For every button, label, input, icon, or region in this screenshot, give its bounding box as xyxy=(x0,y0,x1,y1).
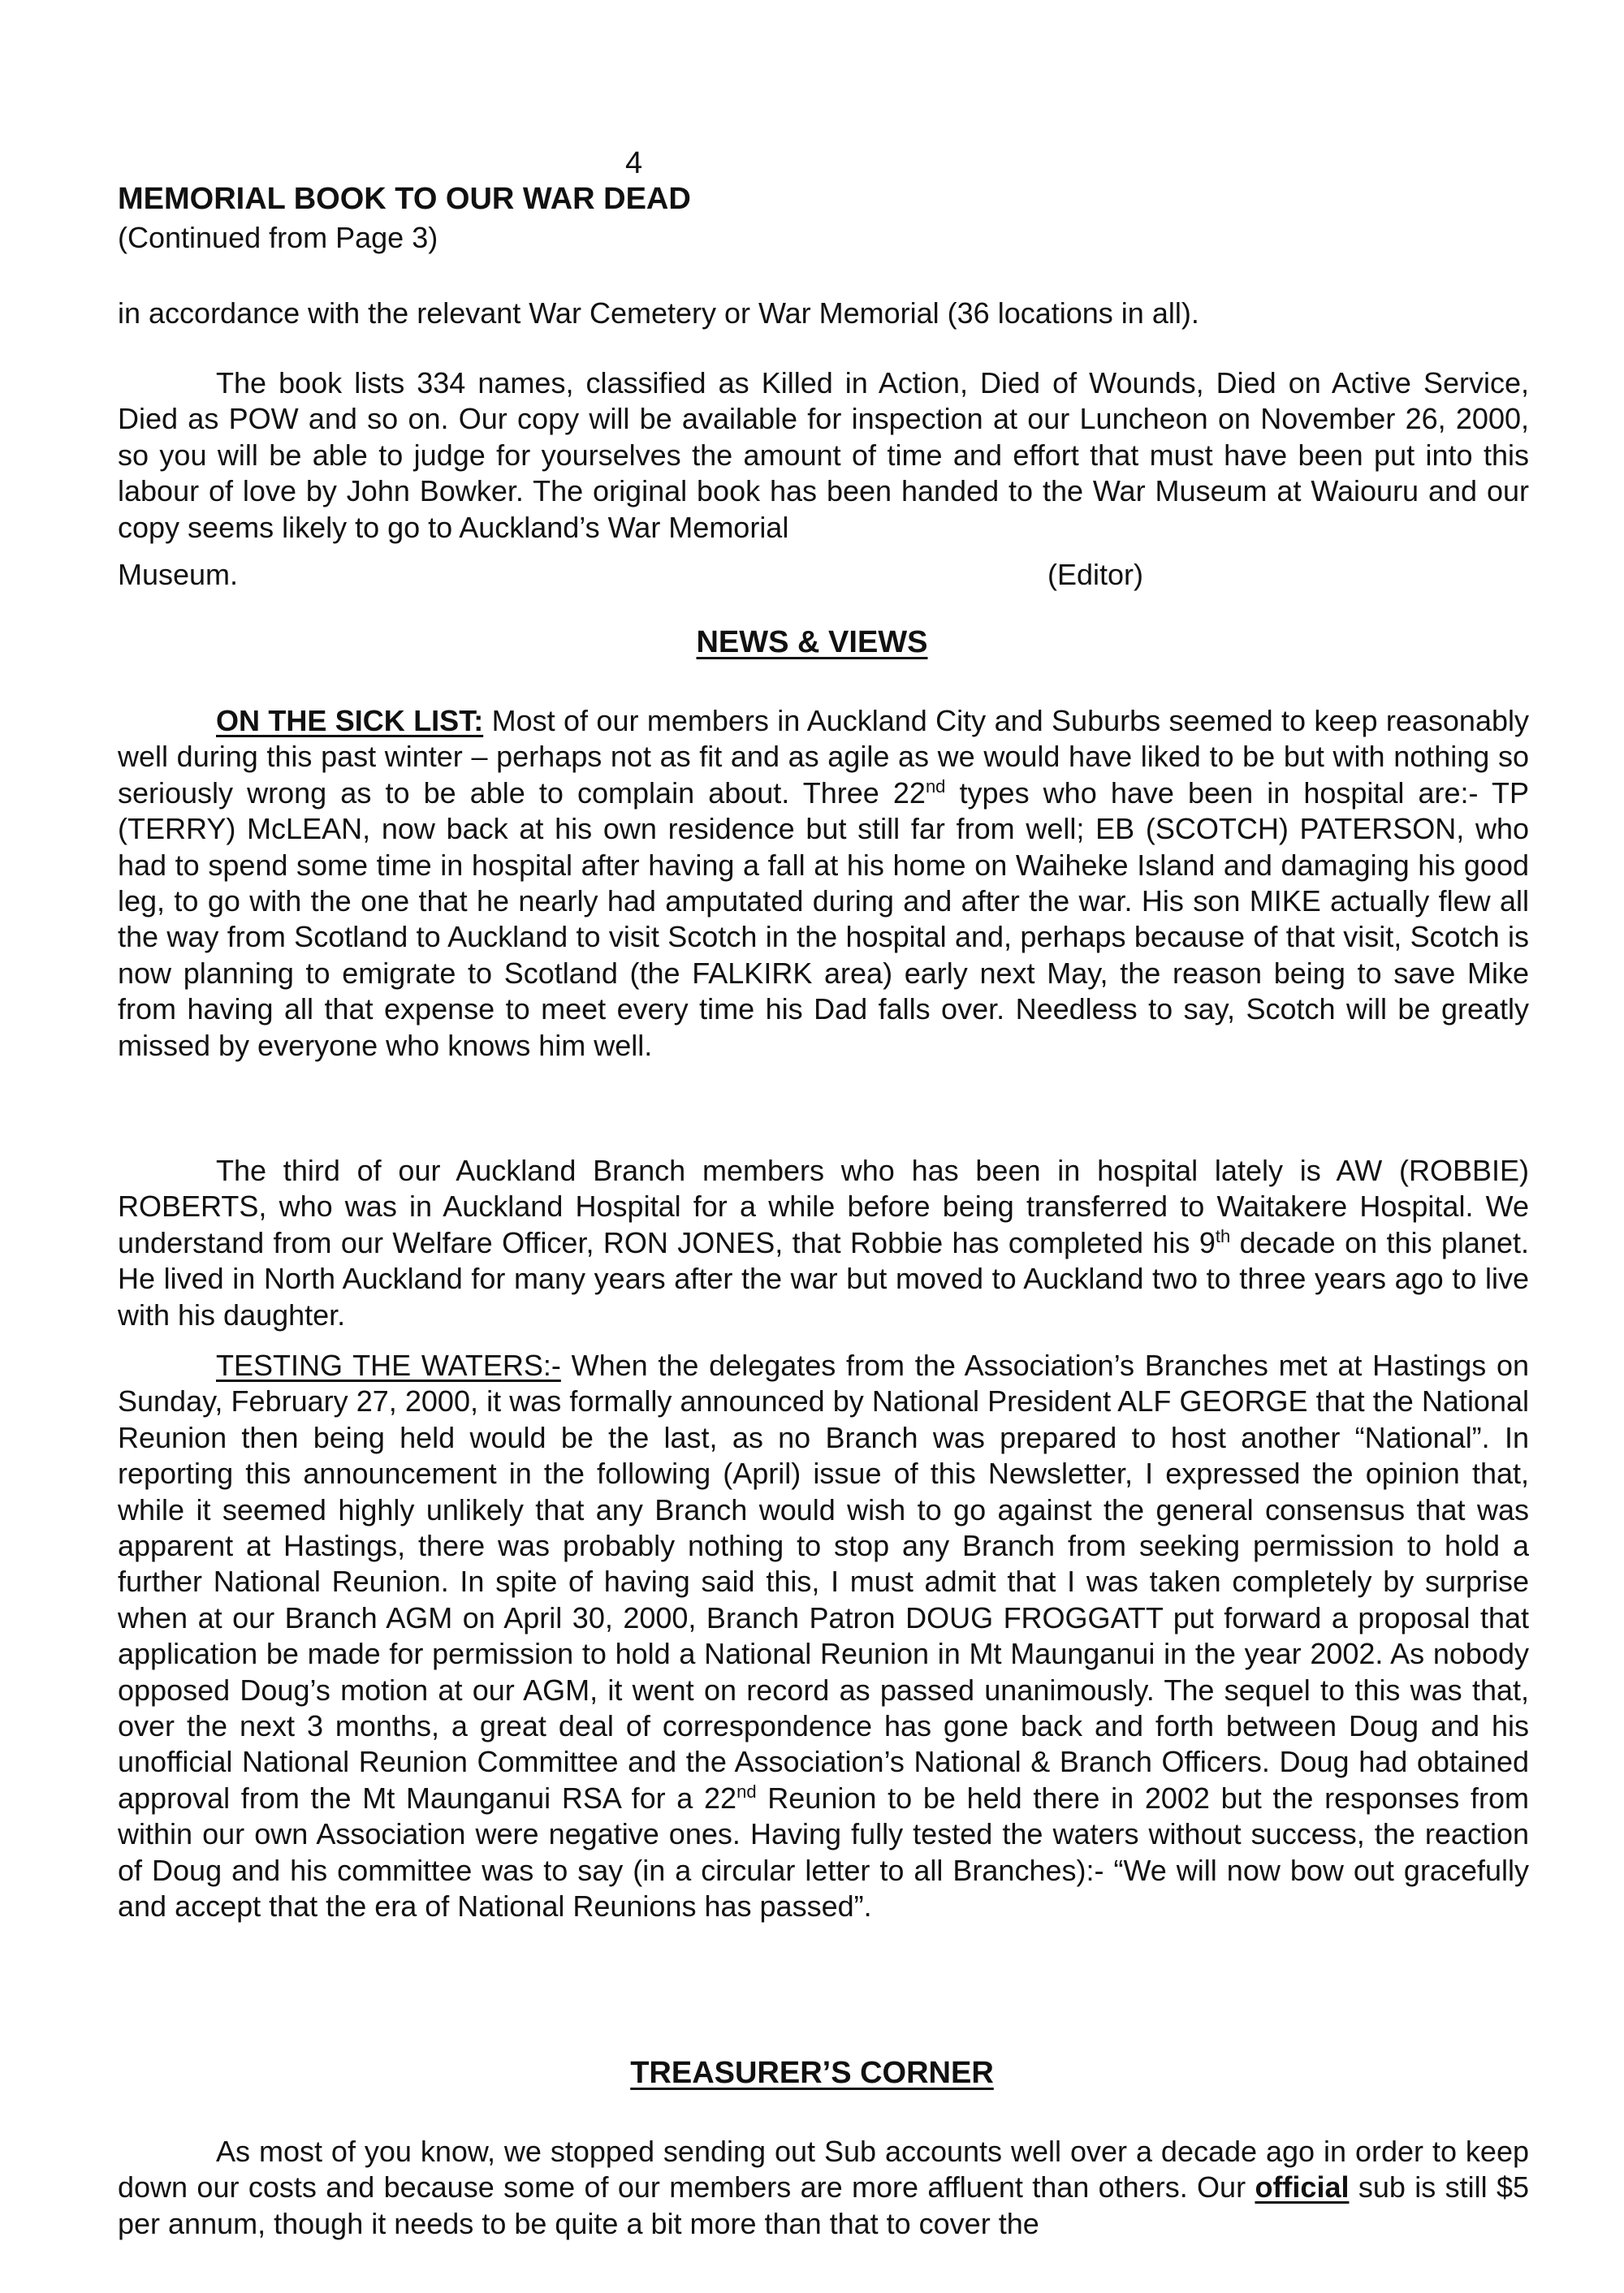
testing-waters-text-part1: When the delegates from the Association’s Branches met at Hastings on Sunday, February 27, 2000, it was formally announced by National President ALF GEORGE that the National Reunion then being held would be the last, as no Branch was prepared to host another “National”. In reporting this announcement in the following (April) issue of this Newsletter, I expressed the opinion that, while it seemed highly unlikely that any Branch would wish to go against the general consensus that was apparent at Hastings, there was probably nothing to stop any Branch from seeking permission to hold a further National Reunion. In spite of having said this, I must admit that I was taken completely by surprise when at our Branch AGM on April 30, 2000, Branch Patron DOUG FROGGATT put forward a proposal that application be made for permission to hold a National Reunion in Mt Maunganui in the year 2002. As nobody opposed Doug’s motion at our AGM, it went on record as passed unanimously. The sequel to this was that, over the next 3 months, a great deal of correspondence has gone back and forth between Doug and his unofficial National Reunion Committee and the Association’s National & Branch Officers. Doug had obtained approval from the Mt Maunganui RSA for a 22 xyxy=(118,1349,1529,1815)
ordinal-suffix: nd xyxy=(925,775,946,797)
indent-spacer xyxy=(118,704,216,737)
indent-spacer xyxy=(118,1154,216,1187)
memorial-book-paragraph xyxy=(118,365,1529,546)
sick-list-text-part1: Most of our members in Auckland City and Suburbs seemed to keep reasonably well during this past winter – perhaps not as fit and as agile as we would have liked to be but with nothing so seriously wrong as to be able to complain about. Three 22 xyxy=(118,704,1529,810)
continued-note: (Continued from Page 3) xyxy=(118,221,438,254)
ordinal-suffix: nd xyxy=(736,1781,757,1802)
third-member-paragraph xyxy=(118,1153,1529,1333)
indent-spacer xyxy=(118,1349,216,1382)
official-emphasis: official xyxy=(1255,2170,1350,2204)
third-member-text-part2: decade on this planet. He lived in North Auckland for many years after the war but moved to Auckland two to three years ago to live with his daughter. xyxy=(118,1225,1529,1332)
news-views-heading: NEWS & VIEWS xyxy=(696,625,928,659)
sick-list-paragraph xyxy=(118,703,1529,1064)
memorial-book-text: The book lists 334 names, classified as Killed in Action, Died of Wounds, Died on Active Service, Died as POW and so on. Our copy will be available for inspection at our Luncheon on November 26, 2000, so you will be able to judge for yourselves the amount of time and effort that must have been put into this labour of love by John Bowker. The original book has been handed to the War Museum at Waiouru and our copy seems likely to go to Auckland’s War Memorial xyxy=(118,366,1529,544)
indent-spacer xyxy=(118,2135,216,2168)
article-title: MEMORIAL BOOK TO OUR WAR DEAD xyxy=(118,182,691,216)
testing-waters-heading: TESTING THE WATERS:- xyxy=(216,1349,561,1382)
memorial-last-word: Museum. xyxy=(118,558,239,591)
sick-list-heading: ON THE SICK LIST: xyxy=(216,704,484,737)
testing-waters-text-part2: Reunion to be held there in 2002 but the responses from within our own Association were negative ones. Having fully tested the waters without success, the reaction of Doug and his committee was to say (in a circular letter to all Branches):- “We will now bow out gracefully and accept that the era of National Reunions has passed”. xyxy=(118,1781,1529,1924)
page-number: 4 xyxy=(625,146,643,180)
treasurers-corner-heading: TREASURER’S CORNER xyxy=(630,2056,994,2090)
indent-spacer xyxy=(118,366,216,399)
treasurer-text-part1: As most of you know, we stopped sending out Sub accounts well over a decade ago in order to keep down our costs and because some of our members are more affluent than others. Our xyxy=(118,2135,1529,2204)
third-member-text-part1: The third of our Auckland Branch members who has been in hospital lately is AW (ROBBIE) ROBERTS, who was in Auckland Hospital for a while before being transferred to Waitakere Hospital. We understand from our Welfare Officer, RON JONES, that Robbie has completed his 9 xyxy=(118,1154,1529,1259)
sick-list-text-part2: types who have been in hospital are:- TP (TERRY) McLEAN, now back at his own residence but still far from well; EB (SCOTCH) PATERSON, who had to spend some time in hospital after having a fall at his home on Waiheke Island and damaging his good leg, to go with the one that he nearly had amputated during and after the war. His son MIKE actually flew all the way from Scotland to Auckland to visit Scotch in the hospital and, perhaps because of that visit, Scotch is now planning to emigrate to Scotland (the FALKIRK area) early next May, the reason being to save Mike from having all that expense to meet every time his Dad falls over. Needless to say, Scotch will be greatly missed by everyone who knows him well. xyxy=(118,775,1529,1062)
testing-waters-paragraph xyxy=(118,1348,1529,1925)
treasurer-paragraph xyxy=(118,2134,1529,2242)
editor-signature: (Editor) xyxy=(1047,558,1144,591)
ordinal-suffix: th xyxy=(1215,1225,1231,1246)
memorial-lead-paragraph: in accordance with the relevant War Cemetery or War Memorial (36 locations in all). xyxy=(118,296,1199,330)
treasurer-text-part2: sub is still $5 per annum, though it needs to be quite a bit more than that to cover the xyxy=(118,2170,1530,2240)
